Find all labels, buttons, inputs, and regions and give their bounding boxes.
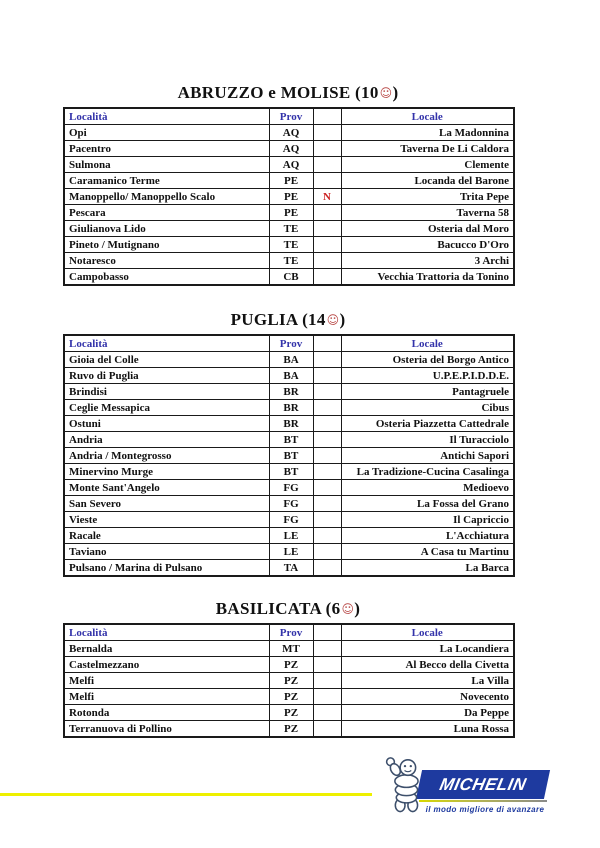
table-row xyxy=(64,269,514,286)
cell-flag xyxy=(313,253,341,269)
cell-prov: PZ xyxy=(269,721,313,738)
cell-prov: AQ xyxy=(269,125,313,141)
table-row xyxy=(64,448,514,464)
cell-prov: BR xyxy=(269,384,313,400)
cell-locale: Cibus xyxy=(341,400,514,416)
cell-localita: Andria / Montegrosso xyxy=(64,448,269,464)
cell-localita: San Severo xyxy=(64,496,269,512)
cell-locale: Al Becco della Civetta xyxy=(341,657,514,673)
cell-prov: FG xyxy=(269,512,313,528)
table-row xyxy=(64,368,514,384)
table-row xyxy=(64,705,514,721)
header-flag xyxy=(313,624,341,641)
header-flag xyxy=(313,335,341,352)
cell-prov: PZ xyxy=(269,689,313,705)
section-title-abruzzo-molise xyxy=(63,84,513,102)
cell-locale: Trita Pepe xyxy=(341,189,514,205)
table-row xyxy=(64,352,514,368)
cell-prov: PE xyxy=(269,205,313,221)
table-row xyxy=(64,400,514,416)
cell-prov: BA xyxy=(269,368,313,384)
table-row xyxy=(64,221,514,237)
cell-localita: Sulmona xyxy=(64,157,269,173)
cell-localita: Brindisi xyxy=(64,384,269,400)
cell-localita: Manoppello/ Manoppello Scalo xyxy=(64,189,269,205)
table-row xyxy=(64,528,514,544)
table-row xyxy=(64,641,514,657)
section-title-text: BASILICATA (6 xyxy=(215,599,341,618)
cell-flag xyxy=(313,464,341,480)
cell-prov: BT xyxy=(269,448,313,464)
cell-flag xyxy=(313,237,341,253)
cell-flag xyxy=(313,496,341,512)
cell-locale: Vecchia Trattoria da Tonino xyxy=(341,269,514,286)
header-prov: Prov xyxy=(269,335,313,352)
header-locale: Locale xyxy=(341,108,514,125)
cell-localita: Rotonda xyxy=(64,705,269,721)
cell-localita: Bernalda xyxy=(64,641,269,657)
cell-localita: Ostuni xyxy=(64,416,269,432)
cell-locale: Novecento xyxy=(341,689,514,705)
cell-flag xyxy=(313,400,341,416)
cell-localita: Monte Sant'Angelo xyxy=(64,480,269,496)
cell-localita: Gioia del Colle xyxy=(64,352,269,368)
table-row xyxy=(64,173,514,189)
section-abruzzo-molise xyxy=(63,84,513,286)
cell-flag xyxy=(313,657,341,673)
cell-locale: Da Peppe xyxy=(341,705,514,721)
cell-localita: Pineto / Mutignano xyxy=(64,237,269,253)
michelin-logo-right xyxy=(419,770,551,814)
cell-prov: TE xyxy=(269,237,313,253)
cell-flag xyxy=(313,689,341,705)
table-header-row xyxy=(64,335,514,352)
cell-localita: Taviano xyxy=(64,544,269,560)
cell-prov: PE xyxy=(269,189,313,205)
cell-locale: La Barca xyxy=(341,560,514,577)
cell-flag xyxy=(313,368,341,384)
cell-locale: Taverna 58 xyxy=(341,205,514,221)
cell-flag xyxy=(313,352,341,368)
table-row xyxy=(64,384,514,400)
bib-gourmand-icon: ☺ xyxy=(341,602,355,616)
cell-flag xyxy=(313,560,341,577)
table-row xyxy=(64,496,514,512)
header-localita: Località xyxy=(64,335,269,352)
cell-locale: Osteria dal Moro xyxy=(341,221,514,237)
header-prov: Prov xyxy=(269,108,313,125)
cell-localita: Ceglie Messapica xyxy=(64,400,269,416)
cell-locale: Taverna De Li Caldora xyxy=(341,141,514,157)
table-row xyxy=(64,673,514,689)
table-row xyxy=(64,205,514,221)
table-row xyxy=(64,416,514,432)
cell-locale: Osteria del Borgo Antico xyxy=(341,352,514,368)
cell-locale: Osteria Piazzetta Cattedrale xyxy=(341,416,514,432)
cell-prov: FG xyxy=(269,480,313,496)
cell-flag xyxy=(313,416,341,432)
table-row xyxy=(64,480,514,496)
cell-prov: LE xyxy=(269,544,313,560)
header-localita: Località xyxy=(64,624,269,641)
cell-flag xyxy=(313,705,341,721)
cell-localita: Minervino Murge xyxy=(64,464,269,480)
table-row xyxy=(64,141,514,157)
cell-flag xyxy=(313,448,341,464)
cell-localita: Castelmezzano xyxy=(64,657,269,673)
cell-locale: Clemente xyxy=(341,157,514,173)
table-row xyxy=(64,432,514,448)
table-row xyxy=(64,189,514,205)
cell-locale: La Tradizione-Cucina Casalinga xyxy=(341,464,514,480)
cell-prov: PZ xyxy=(269,673,313,689)
cell-flag xyxy=(313,512,341,528)
cell-prov: TE xyxy=(269,253,313,269)
table-row xyxy=(64,721,514,738)
cell-locale: L'Acchiatura xyxy=(341,528,514,544)
section-title-text: ABRUZZO e MOLISE (10 xyxy=(177,83,379,102)
region-table-puglia xyxy=(63,334,515,577)
cell-flag xyxy=(313,125,341,141)
region-table-abruzzo-molise xyxy=(63,107,515,286)
michelin-logo xyxy=(384,755,551,814)
footer-divider-line xyxy=(0,793,372,796)
table-header-row xyxy=(64,108,514,125)
table-header-row xyxy=(64,624,514,641)
section-title-suffix: ) xyxy=(392,83,399,102)
cell-locale: Bacucco D'Oro xyxy=(341,237,514,253)
table-row xyxy=(64,657,514,673)
cell-locale: La Locandiera xyxy=(341,641,514,657)
cell-flag xyxy=(313,141,341,157)
cell-flag xyxy=(313,528,341,544)
table-row xyxy=(64,237,514,253)
cell-localita: Ruvo di Puglia xyxy=(64,368,269,384)
cell-flag xyxy=(313,432,341,448)
header-flag xyxy=(313,108,341,125)
cell-locale: Medioevo xyxy=(341,480,514,496)
section-title-suffix: ) xyxy=(339,310,346,329)
table-row xyxy=(64,464,514,480)
cell-flag xyxy=(313,157,341,173)
cell-localita: Pacentro xyxy=(64,141,269,157)
cell-locale: 3 Archi xyxy=(341,253,514,269)
region-table-basilicata xyxy=(63,623,515,738)
cell-prov: CB xyxy=(269,269,313,286)
cell-localita: Notaresco xyxy=(64,253,269,269)
table-row xyxy=(64,512,514,528)
cell-prov: BT xyxy=(269,464,313,480)
michelin-tagline: il modo migliore di avanzare xyxy=(425,805,545,814)
table-row xyxy=(64,560,514,577)
header-locale: Locale xyxy=(341,624,514,641)
cell-localita: Vieste xyxy=(64,512,269,528)
cell-locale: U.P.E.P.I.D.D.E. xyxy=(341,368,514,384)
cell-localita: Pescara xyxy=(64,205,269,221)
cell-prov: BR xyxy=(269,400,313,416)
cell-prov: FG xyxy=(269,496,313,512)
header-prov: Prov xyxy=(269,624,313,641)
cell-localita: Pulsano / Marina di Pulsano xyxy=(64,560,269,577)
cell-flag xyxy=(313,721,341,738)
cell-localita: Melfi xyxy=(64,673,269,689)
cell-prov: LE xyxy=(269,528,313,544)
cell-locale: Il Turacciolo xyxy=(341,432,514,448)
cell-flag xyxy=(313,384,341,400)
header-locale: Locale xyxy=(341,335,514,352)
cell-locale: A Casa tu Martinu xyxy=(341,544,514,560)
cell-localita: Terranuova di Pollino xyxy=(64,721,269,738)
cell-prov: PE xyxy=(269,173,313,189)
cell-flag xyxy=(313,480,341,496)
page-content xyxy=(63,0,513,738)
cell-prov: BR xyxy=(269,416,313,432)
cell-prov: TE xyxy=(269,221,313,237)
cell-prov: AQ xyxy=(269,157,313,173)
section-basilicata xyxy=(63,600,513,738)
table-row xyxy=(64,125,514,141)
section-title-suffix: ) xyxy=(354,599,361,618)
cell-flag: N xyxy=(313,189,341,205)
cell-prov: AQ xyxy=(269,141,313,157)
cell-localita: Melfi xyxy=(64,689,269,705)
cell-flag xyxy=(313,544,341,560)
cell-locale: La Villa xyxy=(341,673,514,689)
cell-flag xyxy=(313,269,341,286)
cell-prov: TA xyxy=(269,560,313,577)
michelin-logo-underline xyxy=(419,800,547,802)
cell-locale: Il Capriccio xyxy=(341,512,514,528)
cell-prov: PZ xyxy=(269,657,313,673)
table-row xyxy=(64,689,514,705)
bib-gourmand-icon: ☺ xyxy=(326,313,340,327)
cell-locale: La Fossa del Grano xyxy=(341,496,514,512)
table-row xyxy=(64,253,514,269)
cell-locale: La Madonnina xyxy=(341,125,514,141)
section-puglia xyxy=(63,311,513,577)
cell-localita: Andria xyxy=(64,432,269,448)
table-row xyxy=(64,544,514,560)
michelin-wordmark-box xyxy=(416,770,550,799)
section-title-basilicata xyxy=(63,600,513,618)
cell-localita: Campobasso xyxy=(64,269,269,286)
cell-locale: Luna Rossa xyxy=(341,721,514,738)
cell-prov: BT xyxy=(269,432,313,448)
cell-prov: MT xyxy=(269,641,313,657)
cell-flag xyxy=(313,641,341,657)
michelin-wordmark: MICHELIN xyxy=(437,774,529,794)
cell-localita: Opi xyxy=(64,125,269,141)
cell-locale: Locanda del Barone xyxy=(341,173,514,189)
section-title-puglia xyxy=(63,311,513,329)
cell-locale: Pantagruele xyxy=(341,384,514,400)
cell-localita: Giulianova Lido xyxy=(64,221,269,237)
cell-locale: Antichi Sapori xyxy=(341,448,514,464)
cell-flag xyxy=(313,673,341,689)
michelin-man-icon xyxy=(384,755,426,813)
cell-localita: Caramanico Terme xyxy=(64,173,269,189)
section-title-text: PUGLIA (14 xyxy=(230,310,326,329)
bib-gourmand-icon: ☺ xyxy=(379,86,393,100)
cell-localita: Racale xyxy=(64,528,269,544)
header-localita: Località xyxy=(64,108,269,125)
cell-flag xyxy=(313,173,341,189)
table-row xyxy=(64,157,514,173)
cell-flag xyxy=(313,221,341,237)
cell-flag xyxy=(313,205,341,221)
cell-prov: PZ xyxy=(269,705,313,721)
cell-prov: BA xyxy=(269,352,313,368)
